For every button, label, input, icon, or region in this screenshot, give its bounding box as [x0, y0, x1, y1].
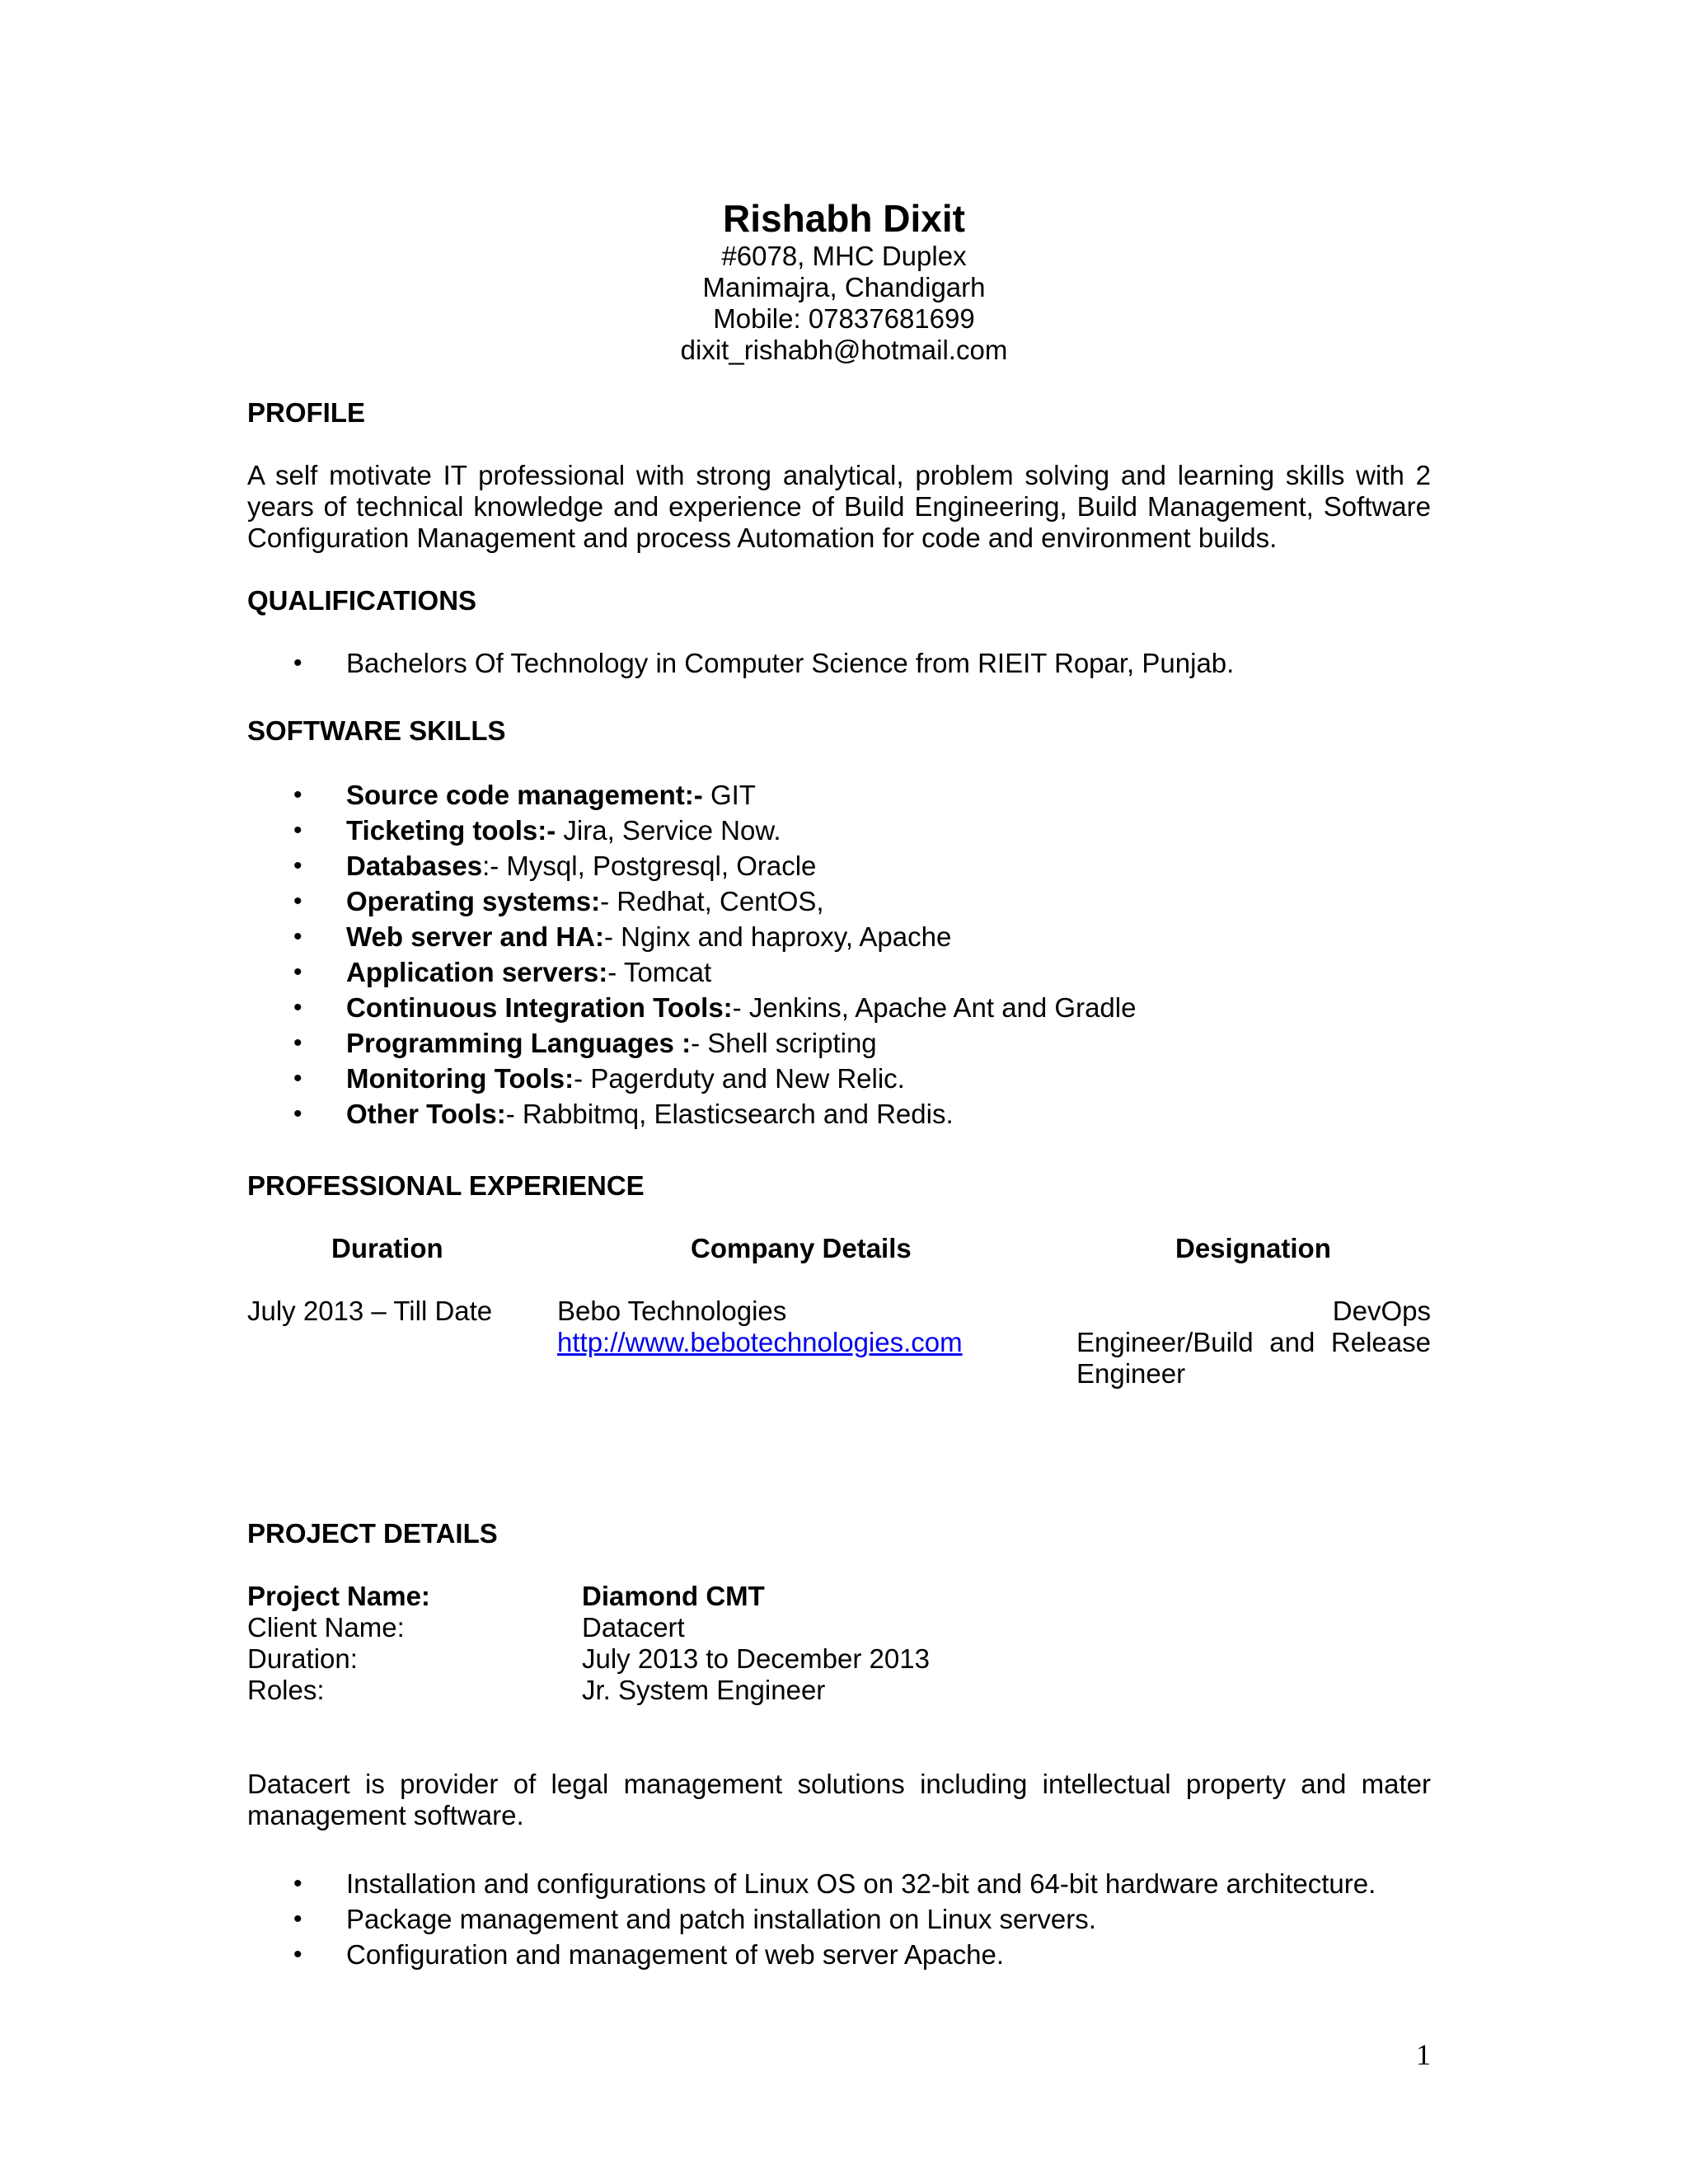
- software-skills-list: [247, 777, 1431, 1132]
- page-number: 1: [1416, 2038, 1431, 2071]
- bullet-icon: •: [293, 994, 302, 1021]
- bullet-icon: •: [293, 649, 302, 677]
- bullet-icon: •: [293, 923, 302, 950]
- experience-col-designation: Designation: [1175, 1233, 1331, 1263]
- list-item: • Configuration and management of web server Apache.: [247, 1937, 1431, 1972]
- experience-col-duration: Duration: [331, 1233, 443, 1263]
- client-name-key: Client Name:: [247, 1612, 405, 1643]
- profile-heading: PROFILE: [247, 397, 366, 428]
- experience-designation-line-2: Engineer/Build and Release: [1076, 1327, 1431, 1357]
- project-name-row: [247, 1581, 1401, 1612]
- bullet-icon: •: [293, 1029, 302, 1057]
- skill-item: • Web server and HA:- Nginx and haproxy, Apache: [247, 919, 1431, 954]
- address-line-1: #6078, MHC Duplex: [721, 241, 967, 271]
- professional-experience-heading: PROFESSIONAL EXPERIENCE: [247, 1170, 645, 1201]
- bullet-icon: •: [293, 888, 302, 915]
- project-responsibilities-list: [247, 1866, 1431, 1972]
- skill-item: • Continuous Integration Tools:- Jenkins, Apache Ant and Gradle: [247, 990, 1431, 1025]
- bullet-icon: •: [293, 1941, 302, 1968]
- mobile-number: Mobile: 07837681699: [713, 303, 975, 334]
- skill-item: • Programming Languages :- Shell scripting: [247, 1025, 1431, 1061]
- bullet-icon: •: [293, 1870, 302, 1897]
- project-duration-value: July 2013 to December 2013: [582, 1643, 930, 1674]
- project-duration-row: [247, 1643, 1401, 1675]
- qualifications-heading: QUALIFICATIONS: [247, 585, 477, 616]
- experience-duration: July 2013 – Till Date: [247, 1296, 493, 1326]
- experience-company-url[interactable]: [557, 1327, 963, 1358]
- resume-header: [0, 196, 1688, 366]
- project-roles-row: [247, 1675, 1401, 1706]
- candidate-name: Rishabh Dixit: [723, 197, 965, 240]
- skill-item: • Monitoring Tools:- Pagerduty and New Relic.: [247, 1061, 1431, 1096]
- skill-item: • Ticketing tools:- Jira, Service Now.: [247, 813, 1431, 848]
- client-name-value: Datacert: [582, 1612, 685, 1643]
- bullet-icon: •: [293, 1100, 302, 1127]
- client-name-row: [247, 1612, 1401, 1643]
- project-description: Datacert is provider of legal management solutions including intellectual property and mater management software.: [247, 1769, 1431, 1830]
- project-roles-value: Jr. System Engineer: [582, 1675, 826, 1705]
- bullet-icon: •: [293, 781, 302, 808]
- project-duration-key: Duration:: [247, 1643, 358, 1674]
- list-item: • Bachelors Of Technology in Computer Science from RIEIT Ropar, Punjab.: [247, 645, 1431, 681]
- profile-text: A self motivate IT professional with strong analytical, problem solving and learning skills with 2 years of technical knowledge and experience of Build Engineering, Build Management, Software Configuration Management and process Automation for code and environment builds.: [247, 460, 1431, 553]
- skill-item: • Databases:- Mysql, Postgresql, Oracle: [247, 848, 1431, 883]
- qualifications-list: [247, 645, 1431, 681]
- bullet-icon: •: [293, 817, 302, 844]
- skill-item: • Source code management:- GIT: [247, 777, 1431, 813]
- project-name-key: Project Name:: [247, 1581, 430, 1611]
- bullet-icon: •: [293, 1905, 302, 1933]
- project-name-value: Diamond CMT: [582, 1581, 765, 1611]
- project-roles-key: Roles:: [247, 1675, 325, 1705]
- company-website-link[interactable]: http://www.bebotechnologies.com: [557, 1327, 963, 1357]
- bullet-icon: •: [293, 958, 302, 986]
- bullet-icon: •: [293, 852, 302, 879]
- address-line-2: Manimajra, Chandigarh: [702, 272, 986, 302]
- experience-designation-line-3: Engineer: [1076, 1358, 1186, 1389]
- list-item: • Package management and patch installation on Linux servers.: [247, 1901, 1431, 1937]
- experience-company: Bebo Technologies: [557, 1296, 787, 1326]
- skill-item: • Application servers:- Tomcat: [247, 954, 1431, 990]
- skill-item: • Other Tools:- Rabbitmq, Elasticsearch and Redis.: [247, 1096, 1431, 1132]
- experience-designation-line-1: DevOps: [1332, 1296, 1431, 1326]
- list-item: • Installation and configurations of Linux OS on 32-bit and 64-bit hardware architecture.: [247, 1866, 1431, 1901]
- project-details-heading: PROJECT DETAILS: [247, 1518, 498, 1549]
- email-address: dixit_rishabh@hotmail.com: [680, 335, 1008, 365]
- bullet-icon: •: [293, 1065, 302, 1092]
- skill-item: • Operating systems:- Redhat, CentOS,: [247, 883, 1431, 919]
- experience-col-company: Company Details: [691, 1233, 912, 1263]
- software-skills-heading: SOFTWARE SKILLS: [247, 715, 506, 746]
